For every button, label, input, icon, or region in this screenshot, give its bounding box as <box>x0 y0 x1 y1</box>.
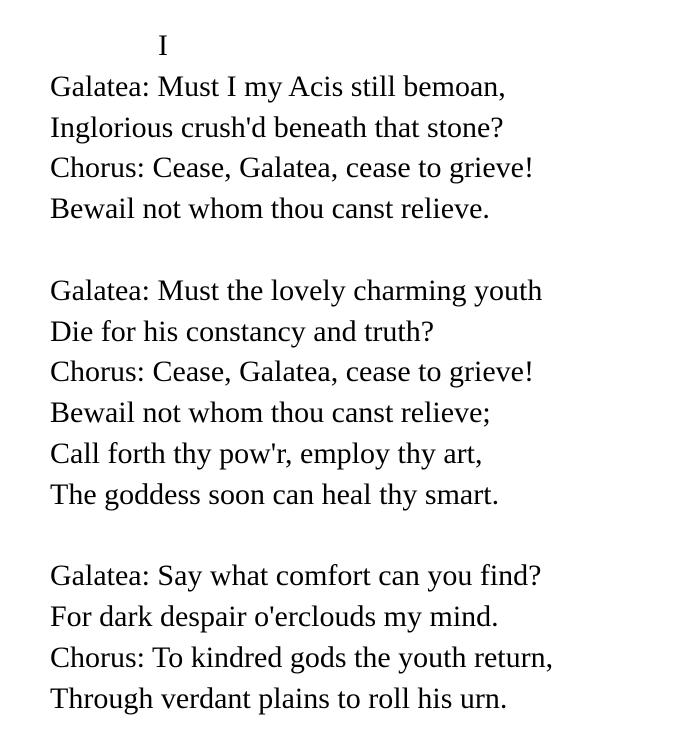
verse-line: Die for his constancy and truth? <box>50 314 435 348</box>
verse-line: Bewail not whom thou canst relieve; <box>50 396 491 430</box>
verse-line: Galatea: Must the lovely charming youth <box>50 273 543 307</box>
libretto-page <box>50 26 680 720</box>
verse-line: Through verdant plains to roll his urn. <box>50 681 508 715</box>
verse-line: Galatea: Must I my Acis still bemoan, <box>50 69 506 103</box>
verse-line: Bewail not whom thou canst relieve. <box>50 192 490 226</box>
verse-line: Chorus: To kindred gods the youth return, <box>50 640 554 674</box>
stanza-3 <box>50 556 680 719</box>
verse-line: Galatea: Say what comfort can you find? <box>50 559 542 593</box>
verse-line: The goddess soon can heal thy smart. <box>50 477 500 511</box>
stanza-2 <box>50 271 680 516</box>
stanza-1 <box>50 67 680 230</box>
verse-line: Chorus: Cease, Galatea, cease to grieve! <box>50 355 534 389</box>
section-number: I <box>158 29 168 62</box>
verse-line: Call forth thy pow'r, employ thy art, <box>50 436 483 470</box>
verse-line: For dark despair o'erclouds my mind. <box>50 600 499 634</box>
verse-line: Inglorious crush'd beneath that stone? <box>50 110 504 144</box>
verse-line: Chorus: Cease, Galatea, cease to grieve! <box>50 151 534 185</box>
